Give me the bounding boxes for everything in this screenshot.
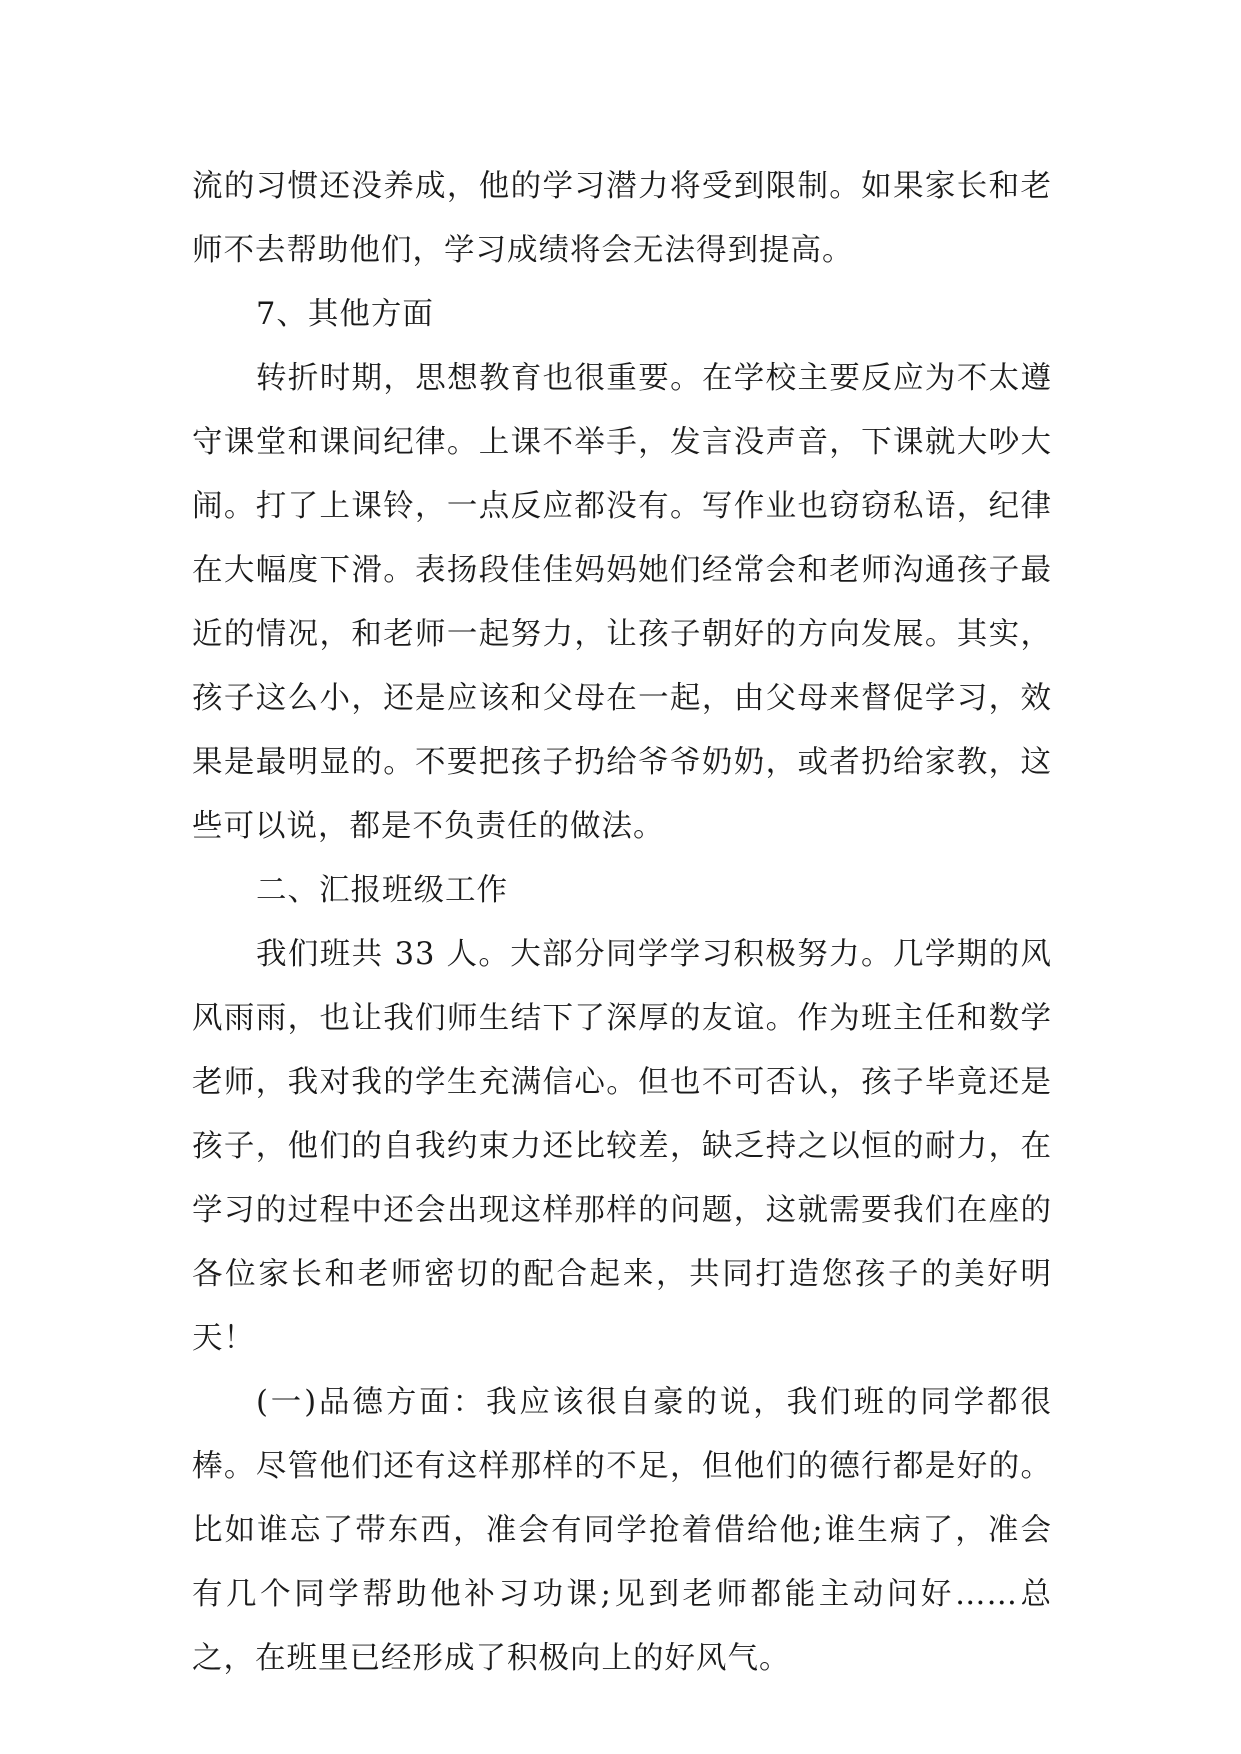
paragraph-class-overview: 我们班共 33 人。大部分同学学习积极努力。几学期的风风雨雨，也让我们师生结下了深厚的友谊。作为班主任和数学老师，我对我的学生充满信心。但也不可否认，孩子毕竟还是孩子，他们的自我约束力还比较差，缺乏持之以恒的耐力，在学习的过程中还会出现这样那样的问题，这就需要我们在座的各位家长和老师密切的配合起来，共同打造您孩子的美好明天！: [192, 937, 1052, 1356]
document-body: [192, 155, 1052, 1691]
paragraph-continuation: 流的习惯还没养成，他的学习潜力将受到限制。如果家长和老师不去帮助他们，学习成绩将会无法得到提高。: [192, 169, 1052, 268]
paragraph-ideological-education: 转折时期，思想教育也很重要。在学校主要反应为不太遵守课堂和课间纪律。上课不举手，发言没声音，下课就大吵大闹。打了上课铃，一点反应都没有。写作业也窃窃私语，纪律在大幅度下滑。表扬段佳佳妈妈她们经常会和老师沟通孩子最近的情况，和老师一起努力，让孩子朝好的方向发展。其实，孩子这么小，还是应该和父母在一起，由父母来督促学习，效果是最明显的。不要把孩子扔给爷爷奶奶，或者扔给家教，这些可以说，都是不负责任的做法。: [192, 361, 1052, 844]
paragraph-moral-aspect: (一)品德方面：我应该很自豪的说，我们班的同学都很棒。尽管他们还有这样那样的不足，但他们的德行都是好的。比如谁忘了带东西，准会有同学抢着借给他;谁生病了，准会有几个同学帮助他补习功课;见到老师都能主动问好……总之，在班里已经形成了积极向上的好风气。: [192, 1385, 1052, 1676]
section-heading-class-work-report: 二、汇报班级工作: [256, 873, 508, 908]
section-heading-other-aspects: 7、其他方面: [256, 297, 434, 332]
